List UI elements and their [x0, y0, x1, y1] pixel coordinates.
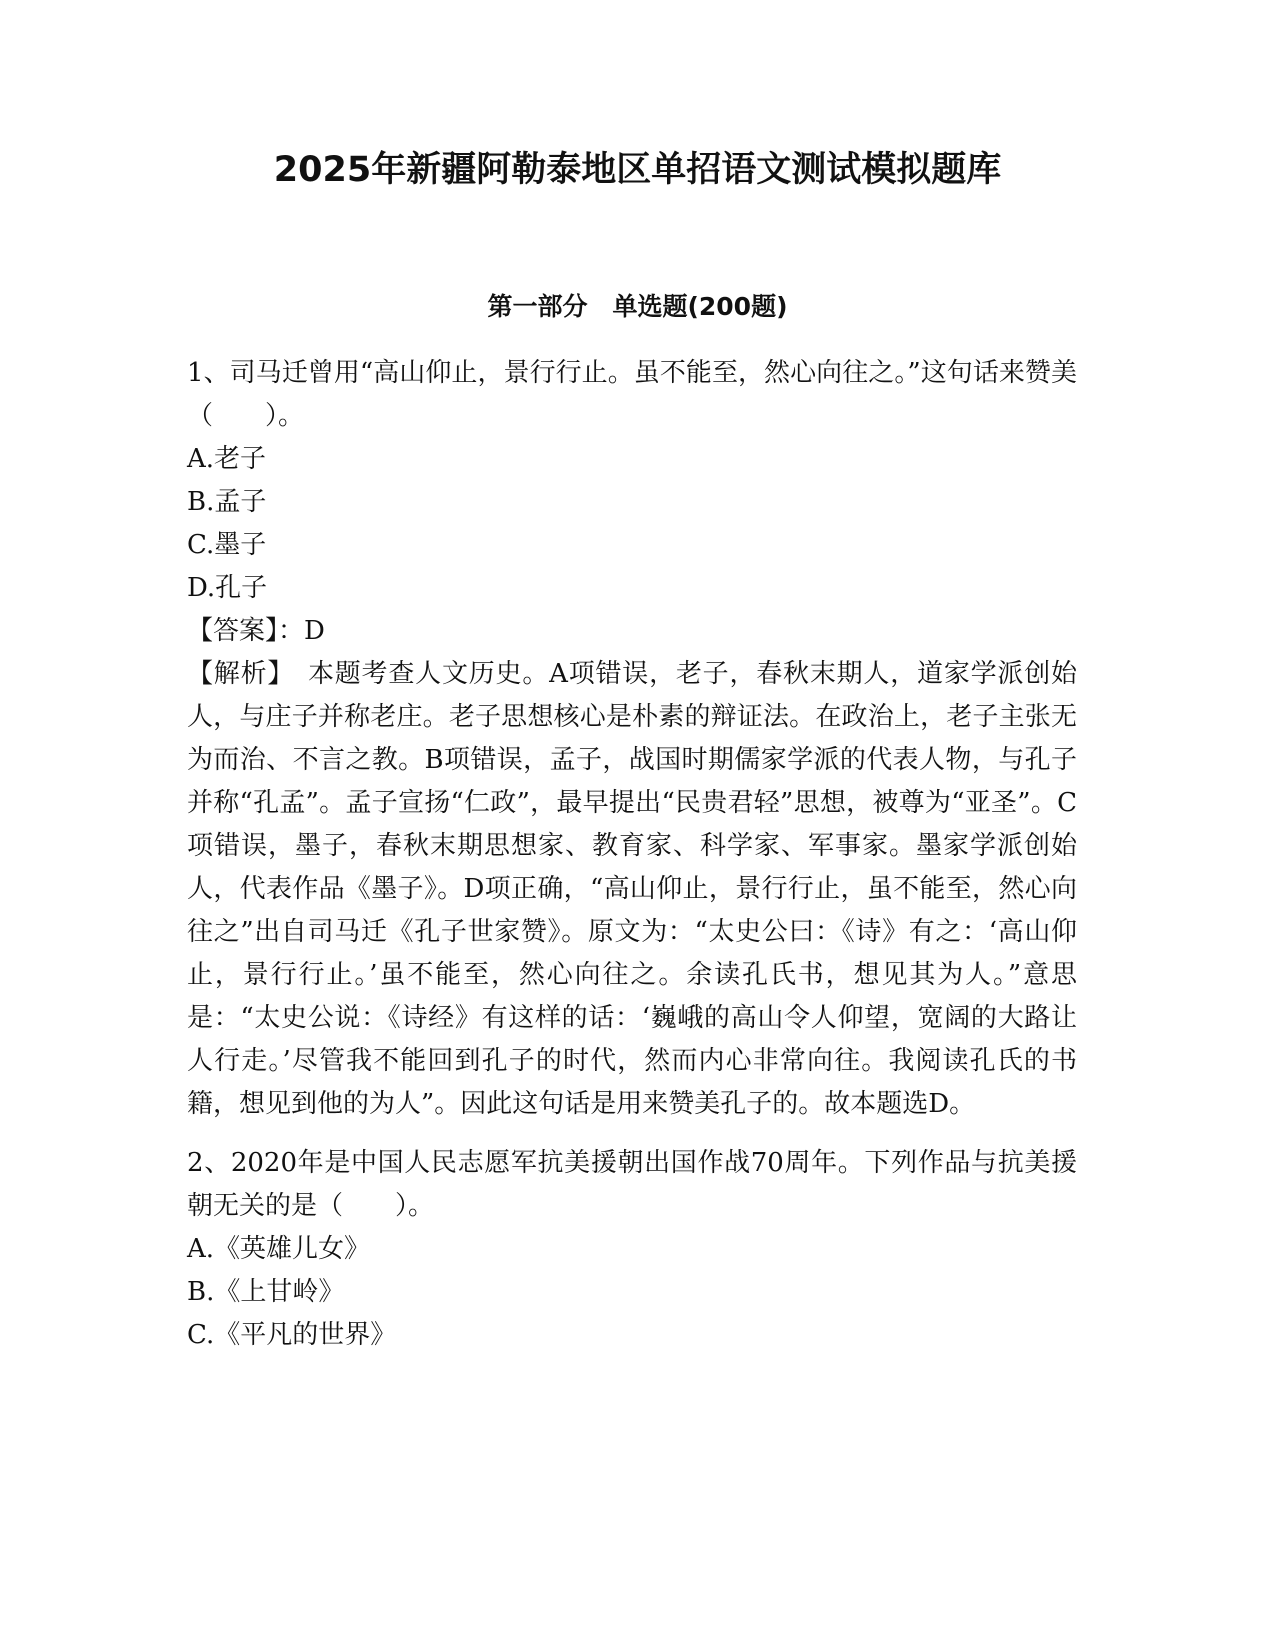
- question-stem: 1、司马迁曾用“高山仰止，景行行止。虽不能至，然心向往之。”这句话来赞美（ ）。: [187, 358, 1077, 431]
- option-a: A.老子: [187, 444, 267, 474]
- document-title: 2025年新疆阿勒泰地区单招语文测试模拟题库: [273, 150, 1002, 190]
- option-b: B.孟子: [187, 487, 267, 517]
- option-c: C.《平凡的世界》: [187, 1320, 397, 1350]
- analysis-paragraph: 【解析】 本题考查人文历史。A项错误，老子，春秋末期人，道家学派创始人，与庄子并称老庄。老子思想核心是朴素的辩证法。在政治上，老子主张无为而治、不言之教。B项错误，孟子，战国时期儒家学派的代表人物，与孔子并称“孔孟”。孟子宣扬“仁政”，最早提出“民贵君轻”思想，被尊为“亚圣”。C项错误，墨子，春秋末期思想家、教育家、科学家、军事家。墨家学派创始人，代表作品《墨子》。D项正确，“高山仰止，景行行止，虽不能至，然心向往之”出自司马迁《孔子世家赞》。原文为：“太史公曰：《诗》有之：‘高山仰止，景行行止。’虽不能至，然心向往之。余读孔氏书，想见其为人。”意思是：“太史公说：《诗经》有这样的话：‘巍峨的高山令人仰望，宽阔的大路让人行走。’尽管我不能回到孔子的时代，然而内心非常向往。我阅读孔氏的书籍，想见到他的为人”。因此这句话是用来赞美孔子的。故本题选D。: [187, 659, 1077, 1119]
- option-c: C.墨子: [187, 530, 267, 560]
- answer-line: 【答案】：D: [187, 616, 325, 646]
- option-d: D.孔子: [187, 573, 268, 603]
- option-b: B.《上甘岭》: [187, 1277, 345, 1307]
- question-list: [187, 352, 1077, 1373]
- question-stem: 2、2020年是中国人民志愿军抗美援朝出国作战70周年。下列作品与抗美援朝无关的是（ ）。: [187, 1148, 1077, 1221]
- section-title: 第一部分 单选题(200题): [487, 292, 788, 321]
- option-a: A.《英雄儿女》: [187, 1234, 371, 1264]
- question-1: [187, 352, 1077, 1126]
- question-2: [187, 1142, 1077, 1357]
